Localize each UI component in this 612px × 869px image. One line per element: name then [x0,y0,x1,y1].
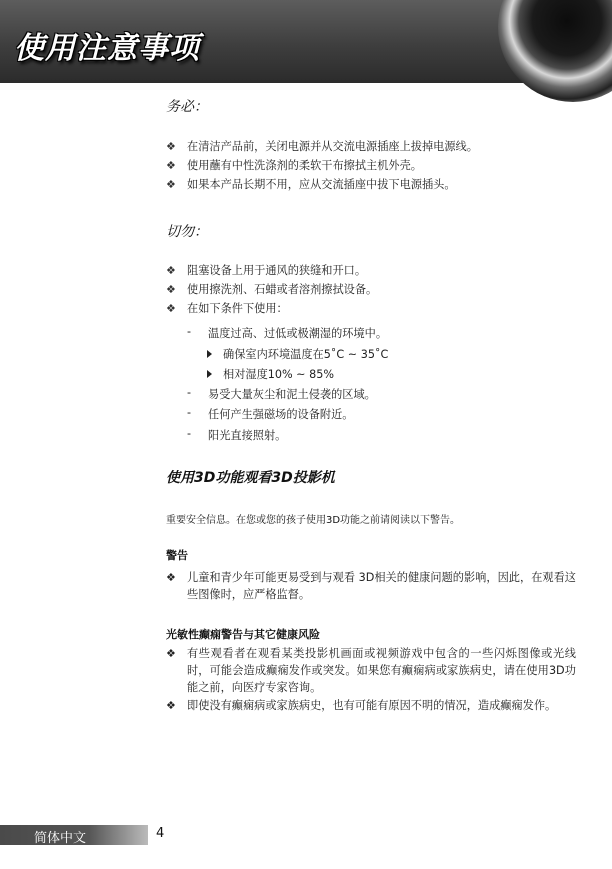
must-heading: 务必： [166,99,208,115]
dash-bullet: - [187,406,192,419]
epilepsy-title: 光敏性癫痫警告与其它健康风险 [166,628,320,641]
3d-intro: 重要安全信息。在您或您的孩子使用3D功能之前请阅读以下警告。 [166,515,461,526]
diamond-bullet-icon: ❖ [166,647,176,660]
list-item: ❖ 在如下条件下使用： [166,299,377,318]
diamond-bullet-icon: ❖ [166,264,176,277]
arrow-bullet-icon [207,350,212,358]
3d-heading: 使用3D功能观看3D投影机 [166,470,335,486]
list-item: ❖ 使用蘸有中性洗涤剂的柔软干布擦拭主机外壳。 [166,156,478,175]
epilepsy-item: ❖ 即使没有癫痫病或家族病史，也有可能有原因不明的情况，造成癫痫发作。 [166,699,557,712]
dash-bullet: - [187,427,192,440]
condition-subitem: 确保室内环境温度在5˚C ~ 35˚C [207,346,388,362]
list-item: ❖ 如果本产品长期不用，应从交流插座中拔下电源插头。 [166,175,478,194]
page-title: 使用注意事项 [14,31,200,66]
dash-bullet: - [187,386,192,399]
diamond-bullet-icon: ❖ [166,302,176,315]
page-header [0,0,612,83]
arrow-bullet-icon [207,370,212,378]
mustnot-list [166,261,377,318]
dash-bullet: - [187,325,192,338]
list-item: ❖ 在清洁产品前，关闭电源并从交流电源插座上拔掉电源线。 [166,137,478,156]
list-item: ❖ 使用擦洗剂、石蜡或者溶剂擦拭设备。 [166,280,377,299]
diamond-bullet-icon: ❖ [166,571,176,584]
footer-language: 简体中文 [34,831,87,846]
diamond-bullet-icon: ❖ [166,699,176,712]
diamond-bullet-icon: ❖ [166,140,176,153]
mustnot-heading: 切勿： [166,224,208,240]
must-list [166,137,478,194]
projector-lens-graphic [498,0,612,102]
warning-item: ❖ 儿童和青少年可能更易受到与观看 3D相关的健康问题的影响，因此，在观看这些图像时，应严格监督。 [166,571,576,601]
diamond-bullet-icon: ❖ [166,283,176,296]
list-item: ❖ 阻塞设备上用于通风的狭缝和开口。 [166,261,377,280]
diamond-bullet-icon: ❖ [166,178,176,191]
page-number: 4 [156,826,165,841]
warning-title: 警告 [166,549,188,562]
diamond-bullet-icon: ❖ [166,159,176,172]
condition-subitem: 相对湿度10% ~ 85% [207,366,334,382]
epilepsy-item: ❖ 有些观看者在观看某类投影机画面或视频游戏中包含的一些闪烁图像或光线时，可能会造成癫痫发作或突发。如果您有癫痫病或家族病史，请在使用3D功能之前，向医疗专家咨询。 [166,647,576,694]
